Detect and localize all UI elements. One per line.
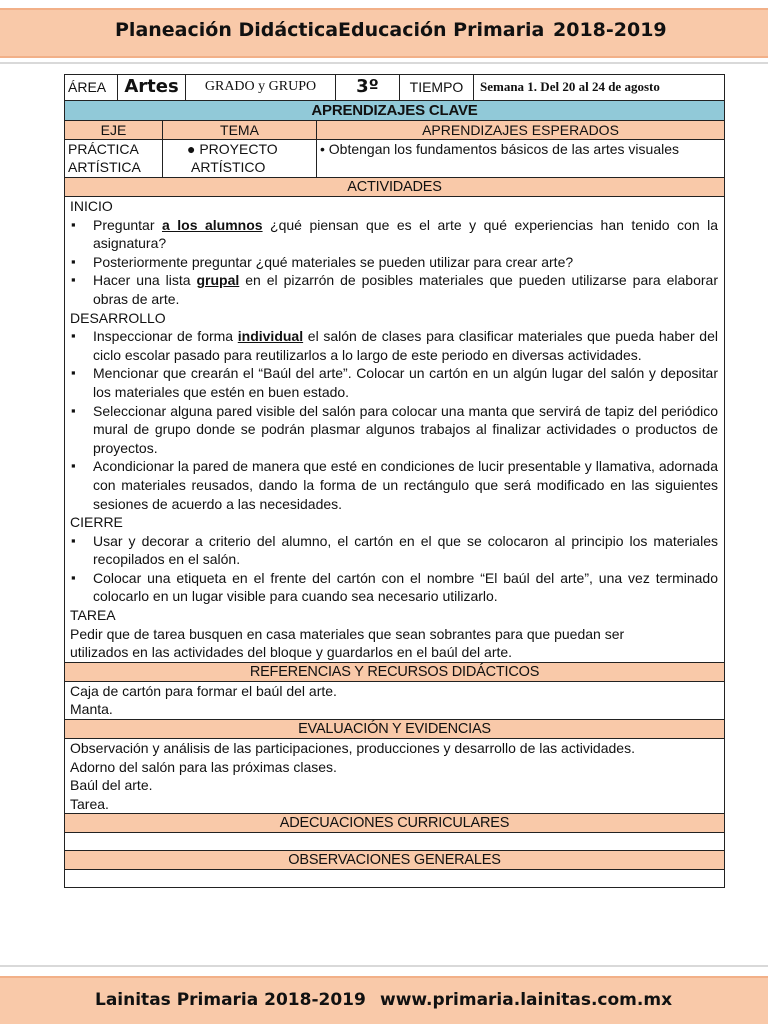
referencia-line: Manta. [70, 701, 113, 718]
evaluacion-line: Tarea. [70, 795, 109, 812]
header-year: 2018-2019 [553, 19, 667, 41]
evaluacion-body [65, 738, 724, 813]
referencias-heading: REFERENCIAS Y RECURSOS DIDÁCTICOS [65, 662, 724, 681]
footer-brand: Lainitas Primaria 2018-2019 [95, 990, 366, 1010]
list-item: ▪ Acondicionar la pared de manera que esté en condiciones de lucir presentable y llamativa, adornada con materiales reusados, dando la forma de un rectángulo que será modificado en las siguientes sesiones de acuerdo a las necesidades. [70, 457, 718, 513]
list-item: ▪ Posteriormente preguntar ¿qué materiales se pueden utilizar para crear arte? [70, 253, 718, 272]
tiempo-label: TIEMPO [399, 75, 473, 100]
grado-label: GRADO y GRUPO [185, 75, 335, 100]
evaluacion-heading: EVALUACIÓN Y EVIDENCIAS [65, 719, 724, 738]
tiempo-value: Semana 1. Del 20 al 24 de agosto [473, 75, 724, 100]
tarea-line: utilizados en las actividades del bloque y guardarlos en el baúl del arte. [70, 644, 513, 661]
observaciones-heading: OBSERVACIONES GENERALES [65, 850, 724, 869]
adecuaciones-heading: ADECUACIONES CURRICULARES [65, 813, 724, 832]
page-footer [0, 976, 768, 1024]
area-label: ÁREA [68, 79, 107, 95]
list-item: ▪ Usar y decorar a criterio del alumno, el cartón en el que se colocaron al principio los materiales recopilados en el salón. [70, 532, 718, 569]
list-item: ▪ Preguntar a los alumnos ¿qué piensan que es el arte y qué experiencias han tenido con la asignatura? [70, 216, 718, 253]
header-divider [0, 62, 768, 64]
list-item: ▪ Inspeccionar de forma individual el salón de clases para clasificar materiales que pueda haber del ciclo escolar pasado para reutilizarlos a lo largo de este periodo en diversas actividades. [70, 327, 718, 364]
list-item: ▪ Hacer una lista grupal en el pizarrón de posibles materiales que pueden utilizarse para elaborar obras de arte. [70, 271, 718, 308]
tarea-label: TAREA [70, 607, 116, 624]
content-row [65, 139, 724, 177]
column-headers [65, 120, 724, 139]
header-level: Educación Primaria [338, 19, 545, 41]
lesson-plan-table [64, 74, 725, 888]
inicio-list [70, 216, 718, 309]
evaluacion-line: Baúl del arte. [70, 777, 153, 794]
eje-value: PRÁCTICA ARTÍSTICA [68, 141, 141, 175]
col-esperados: APRENDIZAJES ESPERADOS [316, 121, 724, 139]
desarrollo-label: DESARROLLO [70, 309, 166, 326]
grado-value: 3º [335, 75, 399, 100]
actividades-body [65, 196, 724, 662]
esperados-value: • Obtengan los fundamentos básicos de las artes visuales [316, 140, 724, 177]
tarea-line: Pedir que de tarea busquen en casa materiales que sean sobrantes para que puedan ser [70, 625, 625, 642]
col-tema: TEMA [162, 121, 316, 139]
footer-divider [0, 965, 768, 967]
referencia-line: Caja de cartón para formar el baúl del arte. [70, 682, 337, 699]
page-header [0, 8, 768, 58]
list-item: ▪ Colocar una etiqueta en el frente del cartón con el nombre “El baúl del arte”, una vez terminado colocarlo en un lugar visible para cuando sea necesario utilizarlo. [70, 569, 718, 606]
actividades-heading: ACTIVIDADES [65, 177, 724, 196]
evaluacion-line: Adorno del salón para las próximas clases. [70, 758, 337, 775]
observaciones-body [65, 869, 724, 887]
desarrollo-list [70, 327, 718, 513]
list-item: ▪ Seleccionar alguna pared visible del salón para colocar una manta que servirá de tapiz del periódico mural de grupo donde se podrán plasmar algunos trabajos al finalizar actividades o productos de proyectos. [70, 402, 718, 458]
col-eje: EJE [100, 122, 127, 138]
inicio-label: INICIO [70, 198, 113, 214]
info-row [65, 75, 724, 100]
adecuaciones-body [65, 832, 724, 850]
referencias-body [65, 681, 724, 719]
tema-value: ● PROYECTO ARTÍSTICO [162, 140, 316, 177]
list-item: ▪ Mencionar que crearán el “Baúl del arte”. Colocar un cartón en un algún lugar del salón y depositar los materiales que estén en buen estado. [70, 364, 718, 401]
cierre-list [70, 532, 718, 606]
evaluacion-line: Observación y análisis de las participaciones, producciones y desarrollo de las actividades. [70, 740, 635, 757]
aprendizajes-clave-heading: APRENDIZAJES CLAVE [65, 100, 724, 120]
footer-url: www.primaria.lainitas.com.mx [380, 990, 673, 1010]
cierre-label: CIERRE [70, 514, 123, 531]
area-value: Artes [117, 75, 185, 100]
header-title: Planeación Didáctica [115, 19, 339, 41]
